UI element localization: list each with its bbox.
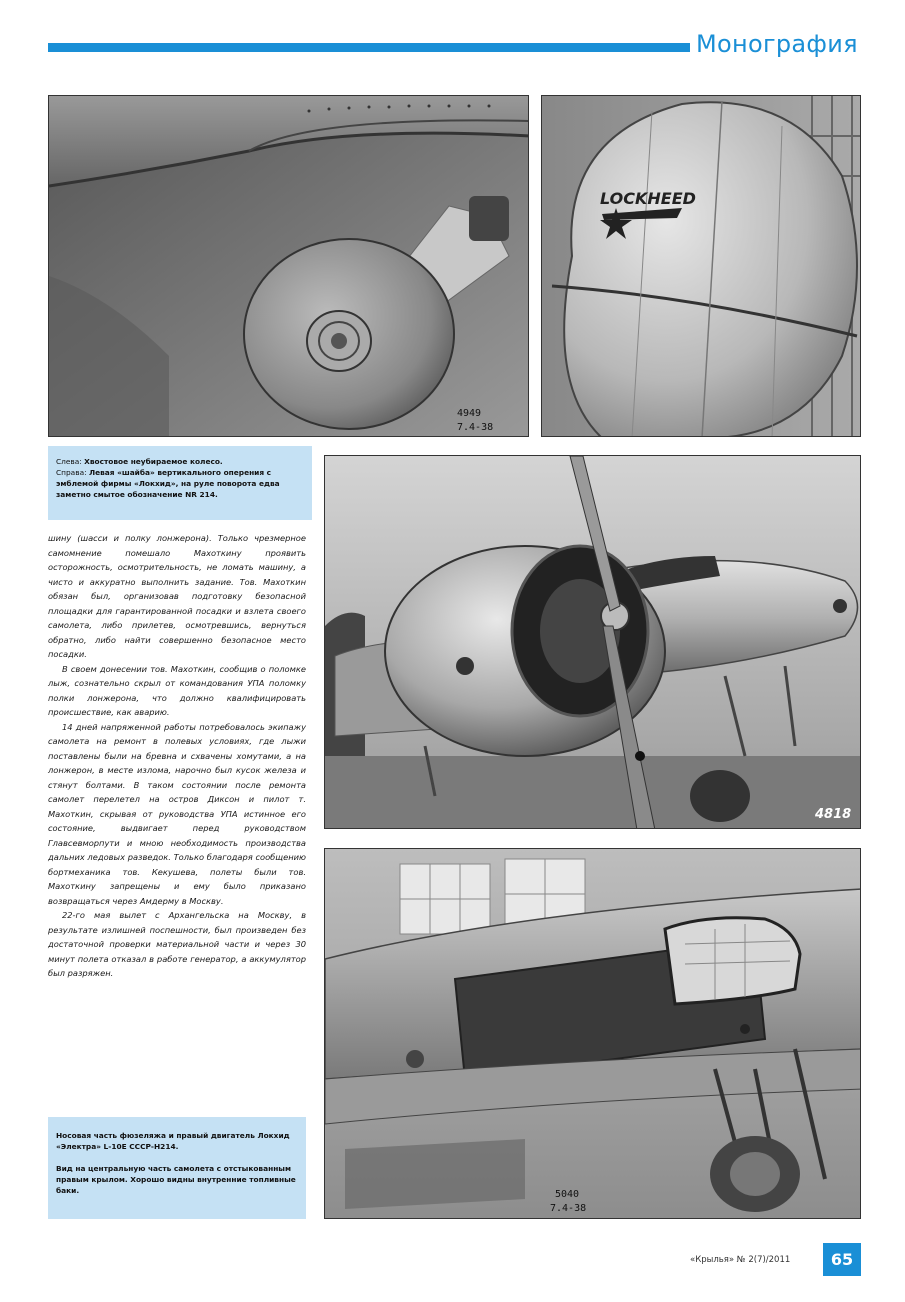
article-body [48, 531, 306, 981]
body-paragraph: шину (шасси и полку лонжерона). Только чрезмерное самомнение помешало Махоткину проявить осторожность, осмотрительность, не ломать машину, а чисто и аккуратно выполнить задание. Тов. Махоткин обязан был, организовав подготовку безопасной площадки для гарантированной посадки и взлета своего самолета, либо прилетев, осмотревшись, вернуться обратно, либо найти совершенно безопасное место посадки. [48, 533, 306, 659]
caption-right-text: Левая «шайба» вертикального оперения с эмблемой фирмы «Локхид», на руле поворота едва заметно смытое обозначение NR 214. [56, 468, 280, 499]
nose-photo-stamp: 4818 [815, 807, 852, 822]
body-paragraph: 14 дней напряженной работы потребовалось экипажу самолета на ремонт в полевых условиях, где лыжи поставлены были на бревна и схвачены хомутами, а на лонжерон, в месте излома, нарочно был кусок железа и стянут болтами. В таком состоянии после ремонта самолет перелетел на остров Диксон и пилот т. Махоткин, скрывая от руководства УПА истинное его состояние, выдвигает перед руководством Главсевморпути и мною необходимость производства дальних ледовых разведок. Только благодаря сообщению бортмеханика тов. Кекушева, полеты были тов. Махоткину запрещены и ему было приказано возвращаться через Амдерму в Москву. [48, 721, 306, 906]
photo-tail-fin [541, 95, 861, 437]
magazine-issue: «Крылья» № 2(7)/2011 [690, 1255, 791, 1265]
body-paragraph: 22-го мая вылет с Архангельска на Москву, в результате излишней поспешности, был произведен без достаточной проверки материальной части и через 30 минут полета отказал в работе генератор, а аккумулятор был разряжен. [48, 910, 306, 978]
caption-bottom-photos [48, 1117, 306, 1219]
caption-center-text: Вид на центральную часть самолета с отстыкованным правым крылом. Хорошо видны внутренние топливные баки. [56, 1164, 296, 1195]
center-photo-stamp-top: 5040 [555, 1189, 580, 1200]
caption-left-prefix: Слева: [56, 457, 85, 466]
tail-photo-stamp-top: 4949 [457, 408, 482, 419]
header-accent-bar [48, 43, 690, 52]
body-paragraph: В своем донесении тов. Махоткин, сообщив о поломке лыж, сознательно скрыл от командования УПА поломку полки лонжерона, что должно квалифицировать происшествие, как аварию. [48, 663, 306, 717]
caption-nose-text: Носовая часть фюзеляжа и правый двигатель Локхид «Электра» L-10E СССР-Н214. [56, 1131, 290, 1151]
page-number: 65 [823, 1243, 861, 1276]
caption-left-text: Хвостовое неубираемое колесо. [84, 457, 223, 466]
photo-nose-engine [324, 455, 861, 829]
tail-photo-stamp-bottom: 7.4-38 [457, 422, 494, 433]
caption-top-photos [48, 446, 312, 520]
caption-right-prefix: Справа: [56, 468, 89, 477]
caption-left [56, 456, 304, 467]
photo-center-section [324, 848, 861, 1219]
section-title: Монография [696, 30, 858, 58]
photo-tail-wheel [48, 95, 529, 437]
lockheed-logo-text: LOCKHEED [600, 189, 696, 208]
center-photo-stamp-bottom: 7.4-38 [550, 1203, 587, 1214]
caption-right [56, 467, 304, 500]
